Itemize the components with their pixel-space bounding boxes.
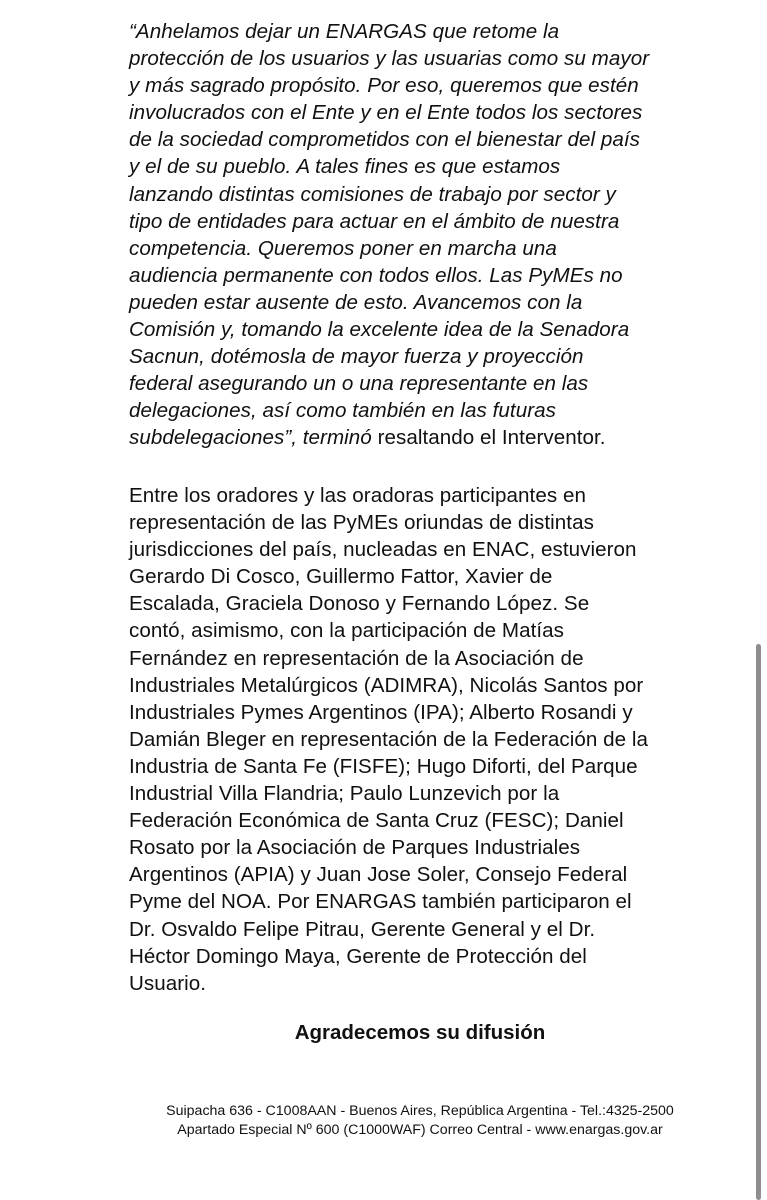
footer-address-line: Suipacha 636 - C1008AAN - Buenos Aires, República Argentina - Tel.:4325-2500 bbox=[166, 1103, 674, 1119]
body-line: Pyme del NOA. Por ENARGAS también participaron el bbox=[129, 890, 632, 914]
body-line: representación de las PyMEs oriundas de distintas bbox=[129, 511, 594, 535]
quote-line: involucrados con el Ente y en el Ente todos los sectores bbox=[129, 101, 643, 125]
quote-line: Comisión y, tomando la excelente idea de la Senadora bbox=[129, 318, 630, 342]
body-line: Damián Bleger en representación de la Federación de la bbox=[129, 727, 649, 751]
body-line: Entre los oradores y las oradoras participantes en bbox=[129, 484, 586, 507]
quote-last-line bbox=[129, 424, 729, 451]
body-line: Industriales Pymes Argentinos (IPA); Alberto Rosandi y bbox=[129, 700, 633, 724]
body-line: Usuario. bbox=[129, 971, 207, 995]
body-line: Gerardo Di Cosco, Guillermo Fattor, Xavier de bbox=[129, 565, 553, 589]
body-line: Argentinos (APIA) y Juan Jose Soler, Consejo Federal bbox=[129, 863, 628, 887]
quote-line: audiencia permanente con todos ellos. Las PyMEs no bbox=[129, 263, 623, 287]
quote-line: protección de los usuarios y las usuarias como su mayor bbox=[129, 47, 650, 71]
body-line: Industria de Santa Fe (FISFE); Hugo Diforti, del Parque bbox=[129, 754, 638, 778]
quote-last-italic-text: subdelegaciones”, terminó bbox=[129, 426, 372, 450]
quote-line: de la sociedad comprometidos con el bienestar del país bbox=[129, 128, 640, 152]
body-line: Héctor Domingo Maya, Gerente de Protección del bbox=[129, 944, 587, 968]
body-line: Escalada, Graciela Donoso y Fernando López. Se bbox=[129, 592, 590, 616]
quote-line: delegaciones, así como también en las futuras bbox=[129, 399, 556, 423]
interventor-quote-paragraph bbox=[129, 18, 729, 452]
body-line: Dr. Osvaldo Felipe Pitrau, Gerente General y el Dr. bbox=[129, 917, 596, 941]
body-line: Industriales Metalúrgicos (ADIMRA), Nicolás Santos por bbox=[129, 673, 644, 697]
vertical-scrollbar[interactable] bbox=[756, 644, 761, 1200]
quote-line: Sacnun, dotémosla de mayor fuerza y proyección bbox=[129, 345, 584, 369]
quote-line: federal asegurando un o una representante en las bbox=[129, 372, 589, 396]
quote-line: “Anhelamos dejar un ENARGAS que retome la bbox=[129, 20, 560, 43]
participants-paragraph bbox=[129, 482, 729, 997]
quote-line: competencia. Queremos poner en marcha una bbox=[129, 236, 557, 260]
quote-attribution-text: resaltando el Interventor. bbox=[371, 426, 606, 450]
quote-line: lanzando distintas comisiones de trabajo por sector y bbox=[129, 182, 616, 206]
footer-contact-line: Apartado Especial Nº 600 (C1000WAF) Correo Central - www.enargas.gov.ar bbox=[177, 1122, 663, 1138]
body-line: Fernández en representación de la Asociación de bbox=[129, 646, 584, 670]
quote-line: tipo de entidades para actuar en el ámbito de nuestra bbox=[129, 209, 620, 233]
quote-line: y el de su pueblo. A tales fines es que estamos bbox=[129, 155, 561, 179]
body-line: Rosato por la Asociación de Parques Industriales bbox=[129, 836, 581, 860]
address-footer bbox=[0, 1102, 767, 1140]
body-line: contó, asimismo, con la participación de Matías bbox=[129, 619, 565, 643]
body-line: jurisdicciones del país, nucleadas en ENAC, estuvieron bbox=[129, 538, 637, 562]
body-line: Industrial Villa Flandria; Paulo Lunzevich por la bbox=[129, 782, 560, 806]
quote-line: y más sagrado propósito. Por eso, queremos que estén bbox=[129, 74, 639, 98]
closing-statement: Agradecemos su difusión bbox=[294, 1021, 546, 1044]
body-line: Federación Económica de Santa Cruz (FESC); Daniel bbox=[129, 809, 624, 833]
quote-line: pueden estar ausente de esto. Avancemos con la bbox=[129, 290, 583, 314]
